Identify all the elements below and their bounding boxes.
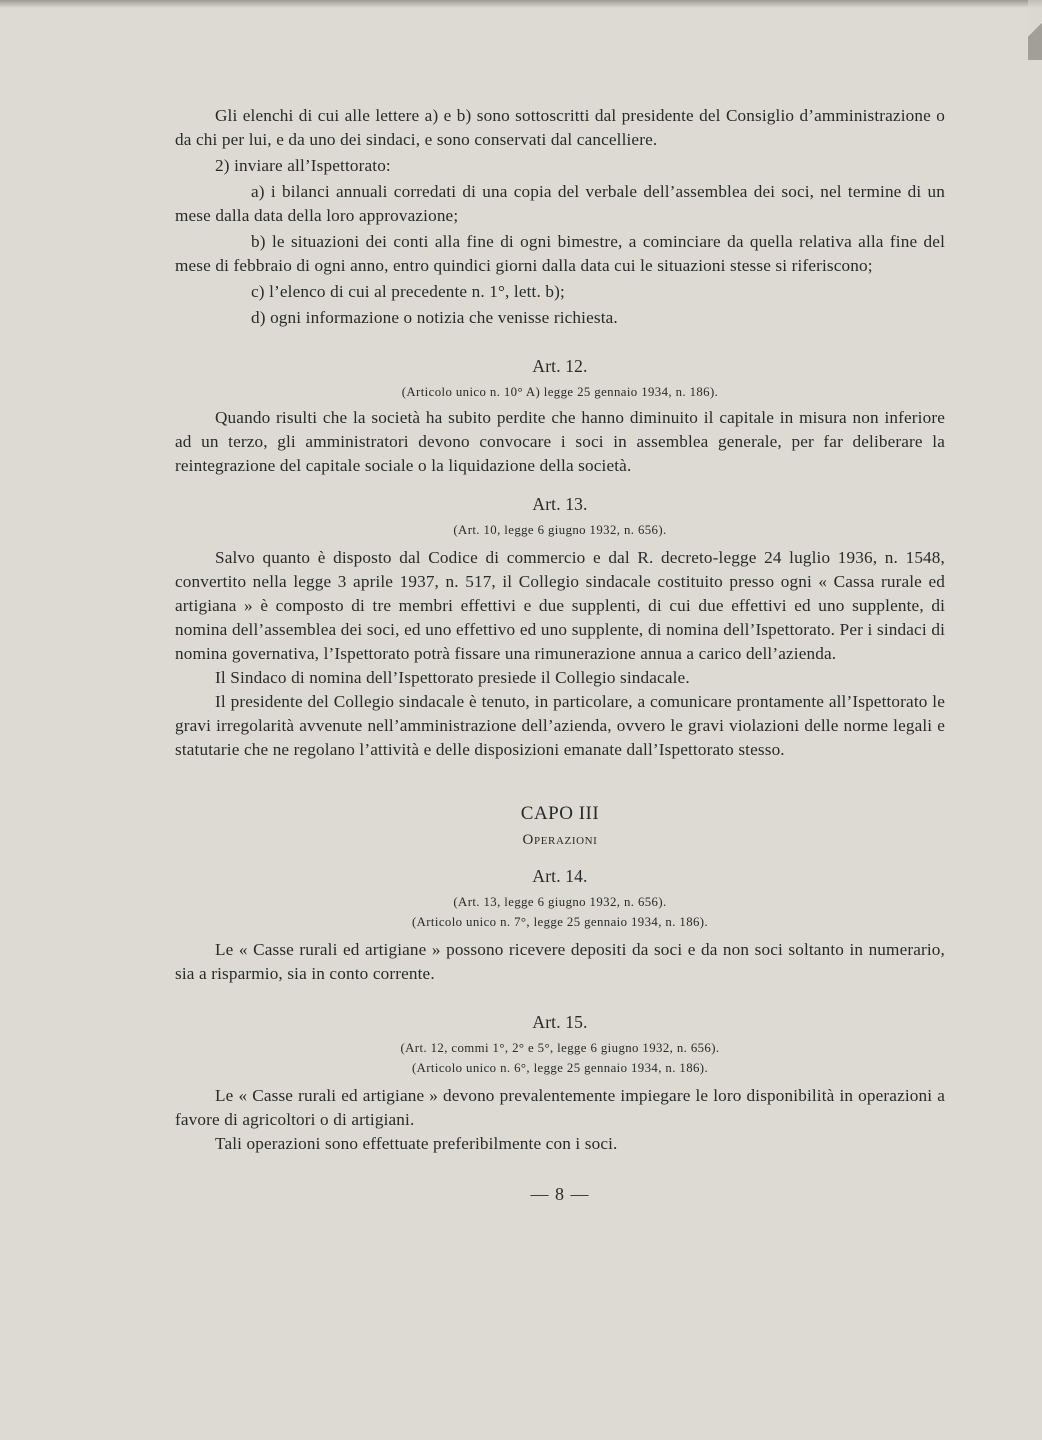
article-14-reference-2: (Articolo unico n. 7°, legge 25 gennaio 1934, n. 186).	[411, 915, 709, 929]
list-item-b: b) le situazioni dei conti alla fine di ogni bimestre, a cominciare da quella relativa alla fine del mese di febbraio di ogni anno, entro quindici giorni dalla data cui le situazioni stesse si riferiscono;	[175, 232, 945, 275]
article-15-text-1: Le « Casse rurali ed artigiane » devono prevalentemente impiegare le loro disponibilità in operazioni a favore di agricoltori o di artigiani.	[175, 1086, 945, 1129]
article-15-reference-2: (Articolo unico n. 6°, legge 25 gennaio 1934, n. 186).	[411, 1061, 709, 1075]
article-13-text-1: Salvo quanto è disposto dal Codice di commercio e dal R. decreto-legge 24 luglio 1936, n. 1548, convertito nella legge 3 aprile 1937, n. 517, il Collegio sindacale costituito presso ogni « Cassa rurale ed artigiana » è composto di tre membri effettivi e due supplenti, di cui due effettivi ed uno supplente, di nomina dell’assemblea dei soci, ed uno effettivo ed uno supplente, di nomina dell’Ispettorato. Per i sindaci di nomina governativa, l’Ispettorato potrà fissare una rimunerazione annua a carico dell’azienda.	[175, 548, 945, 663]
article-13-text-2: Il Sindaco di nomina dell’Ispettorato presiede il Collegio sindacale.	[215, 668, 690, 687]
article-13-text-3: Il presidente del Collegio sindacale è tenuto, in particolare, a comunicare prontamente all’Ispettorato le gravi irregolarità avvenute nell’amministrazione dell’azienda, ovvero le gravi violazioni delle norme legali e statutarie che ne regolano l’attività e delle disposizioni emanate dall’Ispettorato stesso.	[175, 692, 945, 759]
article-14-title: Art. 14.	[532, 866, 588, 886]
article-14-text: Le « Casse rurali ed artigiane » possono ricevere depositi da soci e da non soci soltanto in numerario, sia a risparmio, sia in conto corrente.	[175, 940, 945, 983]
chapter-subtitle: Operazioni	[522, 832, 598, 848]
list-item-c: c) l’elenco di cui al precedente n. 1°, lett. b);	[251, 282, 565, 301]
list-item-d: d) ogni informazione o notizia che venisse richiesta.	[251, 308, 618, 327]
article-15-text-2: Tali operazioni sono effettuate preferibilmente con i soci.	[215, 1134, 618, 1153]
article-13-reference: (Art. 10, legge 6 giugno 1932, n. 656).	[453, 523, 667, 537]
paragraph-elenchi: Gli elenchi di cui alle lettere a) e b) sono sottoscritti dal presidente del Consiglio d’amministrazione o da chi per lui, e da uno dei sindaci, e sono conservati dal cancelliere.	[175, 106, 945, 149]
page-body	[175, 104, 945, 1206]
article-12-reference: (Articolo unico n. 10° A) legge 25 gennaio 1934, n. 186).	[401, 385, 719, 399]
article-12-text: Quando risulti che la società ha subito perdite che hanno diminuito il capitale in misura non inferiore ad un terzo, gli amministratori devono convocare i soci in assemblea generale, per far deliberare la reintegrazione del capitale sociale o la liquidazione della società.	[175, 408, 945, 475]
list-item-a: a) i bilanci annuali corredati di una copia del verbale dell’assemblea dei soci, nel termine di un mese dalla data della loro approvazione;	[175, 182, 945, 225]
article-15-reference-1: (Art. 12, commi 1°, 2° e 5°, legge 6 giugno 1932, n. 656).	[400, 1041, 720, 1055]
article-13-title: Art. 13.	[532, 494, 588, 514]
article-12-title: Art. 12.	[532, 356, 588, 376]
paragraph-inviare: 2) inviare all’Ispettorato:	[215, 156, 391, 175]
page-number: — 8 —	[530, 1184, 590, 1204]
chapter-title: CAPO III	[520, 803, 600, 824]
article-14-reference-1: (Art. 13, legge 6 giugno 1932, n. 656).	[453, 895, 667, 909]
article-15-title: Art. 15.	[532, 1012, 588, 1032]
